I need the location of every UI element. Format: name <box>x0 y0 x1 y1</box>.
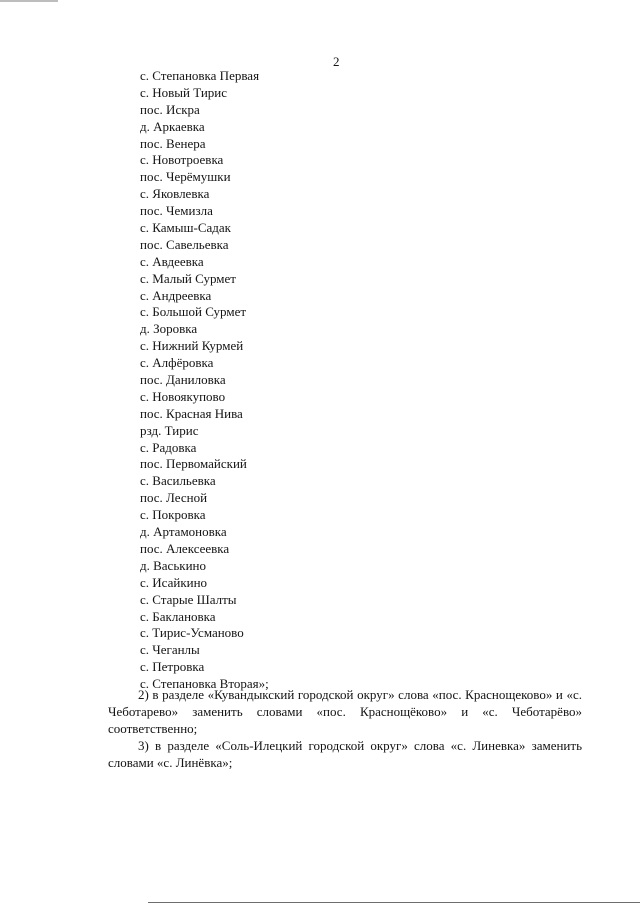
settlement-item: с. Большой Сурмет <box>140 304 247 320</box>
settlement-item: с. Баклановка <box>140 608 216 624</box>
amendment-paragraph-2: 2) в разделе «Кувандыкский городской округ» слова «пос. Краснощеково» и «с. Чеботарево» заменить словами «пос. Краснощёково» и «с. Чеботарёво» соответственно; <box>108 687 582 736</box>
settlement-item: д. Зоровка <box>140 321 198 337</box>
settlement-item: с. Петровка <box>140 659 205 675</box>
settlement-item: с. Степановка Вторая»; <box>140 676 269 692</box>
amendment-paragraphs <box>108 687 582 772</box>
page-number: 2 <box>333 54 340 69</box>
settlement-item: с. Покровка <box>140 507 206 523</box>
settlement-item: пос. Венера <box>140 135 206 151</box>
settlement-item: с. Малый Сурмет <box>140 270 236 286</box>
settlement-item: д. Аркаевка <box>140 118 205 134</box>
settlement-item: пос. Черёмушки <box>140 169 231 185</box>
settlement-item: с. Камыш-Садак <box>140 220 231 236</box>
settlement-item: пос. Красная Нива <box>140 405 243 421</box>
settlement-item: с. Нижний Курмей <box>140 338 244 354</box>
settlement-item: пос. Лесной <box>140 490 208 506</box>
settlement-item: рзд. Тирис <box>140 422 199 438</box>
amendment-paragraph-3: 3) в разделе «Соль-Илецкий городской округ» слова «с. Линевка» заменить словами «с. Линёвка»; <box>108 737 582 770</box>
settlement-item: с. Андреевка <box>140 287 212 303</box>
settlement-item: с. Радовка <box>140 439 197 455</box>
settlement-item: с. Новоякупово <box>140 388 226 404</box>
settlement-item: пос. Даниловка <box>140 372 226 388</box>
settlement-item: с. Тирис-Усманово <box>140 625 244 641</box>
settlement-item: с. Старые Шалты <box>140 591 237 607</box>
settlement-item: с. Васильевка <box>140 473 216 489</box>
settlement-item: с. Яковлевка <box>140 186 210 202</box>
settlement-item: пос. Савельевка <box>140 236 229 252</box>
settlement-item: д. Васькино <box>140 557 206 573</box>
settlement-item: д. Артамоновка <box>140 524 227 540</box>
settlement-item: с. Новый Тирис <box>140 84 228 100</box>
settlement-item: пос. Чемизла <box>140 203 213 219</box>
settlement-item: с. Авдеевка <box>140 253 204 269</box>
scan-edge-bottom <box>148 902 640 903</box>
settlement-item: с. Алфёровка <box>140 355 214 371</box>
settlement-item: пос. Первомайский <box>140 456 247 472</box>
settlement-item: с. Степановка Первая <box>140 68 260 83</box>
settlement-item: пос. Искра <box>140 101 200 117</box>
settlement-item: с. Исайкино <box>140 574 208 590</box>
settlement-item: пос. Алексеевка <box>140 540 230 556</box>
settlement-item: с. Чеганлы <box>140 642 200 658</box>
settlement-item: с. Новотроевка <box>140 152 224 168</box>
settlement-list <box>140 68 269 693</box>
scan-edge-top <box>0 0 58 2</box>
